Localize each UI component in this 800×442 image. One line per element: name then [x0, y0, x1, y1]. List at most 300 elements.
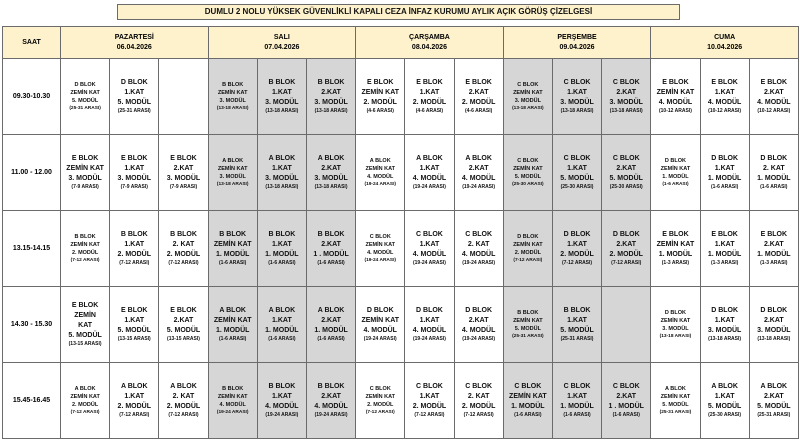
visit-line: 2. MODÜL	[117, 251, 151, 258]
visit-line: 3. MODÜL	[265, 99, 299, 106]
visit-cell	[552, 287, 601, 363]
visit-line: 4. MODÜL	[412, 175, 447, 182]
visit-cell	[61, 211, 110, 287]
visit-cell	[356, 59, 405, 135]
visit-cell	[651, 211, 700, 287]
visit-line: 2. MODÜL	[461, 403, 496, 410]
visit-range: (7-12 ARASI)	[611, 260, 642, 266]
visit-line: C BLOK	[517, 158, 539, 164]
visit-line: E BLOK	[465, 79, 492, 86]
visit-line: 1. MODÜL	[215, 327, 250, 334]
visit-line: ZEMİN KAT	[656, 89, 695, 96]
visit-line: 4. MODÜL	[461, 251, 496, 258]
visit-range: (25-31 ARASI)	[757, 412, 791, 418]
visit-range: (13-18 ARASI)	[512, 106, 544, 111]
visit-cell	[651, 363, 700, 439]
visit-line: C BLOK	[612, 155, 640, 162]
visit-line: 2. MODÜL	[71, 402, 99, 408]
visit-line: 1.KAT	[714, 317, 735, 324]
visit-line: 5. MODÜL	[560, 175, 594, 182]
visit-cell	[306, 135, 355, 211]
visit-cell	[700, 211, 749, 287]
visit-range: (4-6 ARASI)	[464, 108, 493, 114]
visit-line: D BLOK	[74, 82, 96, 88]
visit-line: 4. MODÜL	[314, 403, 348, 410]
visit-line: 2.KAT	[616, 89, 637, 96]
visit-range: (13-18 ARASI)	[757, 336, 791, 342]
visit-line: 5. MODÜL	[68, 332, 102, 339]
visit-line: 2.KAT	[468, 89, 489, 96]
visit-range: (1-6 ARASI)	[514, 412, 542, 418]
visit-cell	[602, 363, 651, 439]
visit-line: 1. MODÜL	[560, 403, 594, 410]
visit-range: (1-6 ARASI)	[317, 336, 345, 342]
visit-cell	[110, 211, 159, 287]
visit-line: 3. MODÜL	[219, 174, 246, 180]
visit-cell	[749, 363, 798, 439]
time-slot-row	[3, 287, 799, 363]
visit-range: (25-31 ARASI)	[69, 106, 101, 111]
day-header	[208, 27, 356, 59]
day-name: CUMA	[714, 33, 736, 41]
visit-line: A BLOK	[465, 155, 492, 162]
visit-line: E BLOK	[662, 231, 689, 238]
visit-line: 5. MODÜL	[609, 175, 643, 182]
visit-cell	[454, 363, 503, 439]
visit-range: (13-18 ARASI)	[609, 108, 643, 114]
visit-line: D BLOK	[760, 307, 788, 314]
visit-line: 4. MODÜL	[265, 403, 299, 410]
visit-line: E BLOK	[121, 307, 148, 314]
visit-range: (13-18 ARASI)	[216, 182, 249, 187]
visit-schedule-table	[2, 26, 799, 439]
visit-range: (13-18 ARASI)	[216, 106, 249, 111]
visit-range: (25-30 ARASI)	[512, 182, 544, 187]
day-header	[61, 27, 209, 59]
visit-range: (13-18 ARASI)	[265, 184, 299, 190]
day-name: PERŞEMBE	[557, 33, 597, 41]
visit-line: D BLOK	[711, 155, 739, 162]
visit-line: ZEMİN KAT	[365, 394, 396, 400]
visit-line: 1.KAT	[272, 393, 292, 400]
visit-line: 1.KAT	[419, 165, 440, 172]
visit-cell	[257, 363, 306, 439]
visit-line: ZEMİN KAT	[361, 317, 400, 324]
visit-range: (13-18 ARASI)	[265, 108, 299, 114]
visit-line: C BLOK	[369, 234, 391, 240]
visit-line: ZEMİN KAT	[513, 242, 543, 248]
visit-line: 1.KAT	[714, 165, 735, 172]
visit-range: (1-3 ARASI)	[760, 260, 788, 266]
visit-line: 3. MODÜL	[514, 98, 541, 104]
visit-cell	[405, 211, 454, 287]
visit-line: B BLOK	[317, 79, 345, 86]
visit-range: (13-15 ARASI)	[68, 341, 102, 347]
visit-line: 3. MODÜL	[265, 175, 299, 182]
visit-cell	[552, 135, 601, 211]
visit-line: 1.KAT	[419, 393, 440, 400]
visit-line: E BLOK	[760, 79, 788, 86]
visit-line: 1.KAT	[567, 89, 587, 96]
visit-line: E BLOK	[121, 155, 148, 162]
visit-range: (1-6 ARASI)	[219, 260, 247, 266]
visit-line: 2. KAT	[467, 241, 490, 248]
page-title: DUMLU 2 NOLU YÜKSEK GÜVENLİKLİ KAPALI CEZA İNFAZ KURUMU AYLIK AÇIK GÖRÜŞ ÇİZELGESİ	[117, 4, 680, 20]
visit-line: 2. MODÜL	[560, 251, 594, 258]
visit-cell	[61, 287, 110, 363]
visit-range: (1-6 ARASI)	[268, 260, 296, 266]
visit-line: 3. MODÜL	[166, 175, 201, 182]
visit-line: 1. MODÜL	[707, 251, 742, 258]
visit-line: 3. MODÜL	[662, 326, 689, 332]
visit-line: 1. MODÜL	[757, 175, 791, 182]
visit-cell	[405, 287, 454, 363]
visit-line: 1. MODÜL	[707, 175, 742, 182]
visit-range: (7-12 ARASI)	[70, 258, 100, 263]
visit-range: (19-24 ARASI)	[462, 260, 496, 266]
visit-cell	[454, 135, 503, 211]
visit-line: 1.KAT	[714, 89, 735, 96]
visit-range: (1-6 ARASI)	[760, 184, 788, 190]
visit-line: A BLOK	[268, 307, 296, 314]
visit-line: 5. MODÜL	[514, 174, 541, 180]
day-date: 08.04.2026	[411, 43, 447, 51]
visit-line: 3. MODÜL	[757, 327, 791, 334]
visit-line: 2. MODÜL	[461, 99, 496, 106]
visit-line: ZEMİN KAT	[660, 166, 691, 172]
visit-line: 3. MODÜL	[68, 175, 102, 182]
visit-range: (1-6 ARASI)	[710, 184, 739, 190]
visit-line: B BLOK	[268, 79, 296, 86]
visit-line: 2.KAT	[763, 89, 784, 96]
visit-line: 2.KAT	[616, 241, 637, 248]
visit-cell	[651, 135, 700, 211]
visit-cell	[61, 59, 110, 135]
visit-cell	[552, 211, 601, 287]
visit-cell	[749, 287, 798, 363]
time-slot: 15.45-16.45	[3, 363, 61, 439]
visit-line: ZEMİN KAT	[513, 166, 543, 172]
visit-line: B BLOK	[170, 231, 197, 238]
visit-line: A BLOK	[170, 383, 197, 390]
visit-range: (19-24 ARASI)	[363, 336, 397, 342]
visit-range: (7-9 ARASI)	[169, 184, 198, 190]
visit-line: 4. MODÜL	[367, 250, 394, 256]
visit-line: 1.KAT	[419, 89, 440, 96]
visit-cell	[110, 59, 159, 135]
visit-line: E BLOK	[760, 231, 788, 238]
visit-line: B BLOK	[74, 234, 96, 240]
visit-range: (7-12 ARASI)	[119, 260, 150, 266]
visit-line: D BLOK	[465, 307, 493, 314]
visit-line: 5. MODÜL	[757, 403, 791, 410]
day-name: SALI	[273, 33, 290, 41]
visit-line: B BLOK	[317, 383, 345, 390]
visit-range: (25-31 ARASI)	[560, 336, 594, 342]
visit-line: ZEMİN	[74, 312, 96, 319]
visit-line: 2. MODÜL	[514, 250, 541, 256]
visit-cell	[257, 135, 306, 211]
visit-range: (25-31 ARASI)	[512, 334, 544, 339]
visit-line: 2.KAT	[321, 241, 341, 248]
visit-range: (1-6 ARASI)	[268, 336, 296, 342]
day-header	[651, 27, 799, 59]
visit-line: 2.KAT	[321, 89, 341, 96]
visit-line: A BLOK	[664, 386, 686, 392]
visit-cell	[306, 59, 355, 135]
visit-line: C BLOK	[612, 383, 640, 390]
visit-line: A BLOK	[219, 307, 246, 314]
visit-line: 2. KAT	[172, 393, 195, 400]
visit-line: C BLOK	[563, 383, 591, 390]
visit-line: E BLOK	[71, 302, 99, 309]
visit-line: B BLOK	[222, 82, 244, 88]
time-slot-row	[3, 135, 799, 211]
visit-line: C BLOK	[465, 383, 493, 390]
visit-cell	[159, 363, 208, 439]
visit-line: 5. MODÜL	[662, 402, 689, 408]
visit-line: ZEMİN KAT	[660, 318, 691, 324]
visit-line: A BLOK	[760, 383, 788, 390]
time-slot: 11.00 - 12.00	[3, 135, 61, 211]
visit-cell	[651, 287, 700, 363]
visit-line: D BLOK	[563, 231, 591, 238]
visit-line: C BLOK	[416, 383, 443, 390]
visit-line: 1. MODÜL	[662, 174, 689, 180]
visit-line: 4. MODÜL	[461, 175, 496, 182]
visit-line: 1. MODÜL	[658, 251, 693, 258]
visit-line: 3. MODÜL	[219, 98, 246, 104]
visit-line: 5. MODÜL	[560, 327, 594, 334]
visit-line: 1 . MODÜL	[313, 251, 349, 258]
visit-range: (7-9 ARASI)	[71, 184, 99, 190]
day-date: 07.04.2026	[264, 43, 300, 51]
visit-line: ZEMİN KAT	[70, 90, 100, 96]
visit-line: B BLOK	[120, 231, 148, 238]
visit-line: 2. KAT	[172, 241, 195, 248]
visit-line: ZEMİN KAT	[513, 318, 543, 324]
visit-line: 4. MODÜL	[367, 174, 394, 180]
visit-cell	[159, 211, 208, 287]
visit-cell	[602, 287, 651, 363]
visit-line: C BLOK	[369, 386, 391, 392]
visit-line: B BLOK	[517, 310, 539, 316]
visit-line: 2.KAT	[763, 317, 784, 324]
visit-line: 3. MODÜL	[314, 175, 348, 182]
visit-range: (19-24 ARASI)	[412, 260, 446, 266]
visit-line: E BLOK	[170, 155, 197, 162]
visit-cell	[110, 287, 159, 363]
visit-line: E BLOK	[662, 79, 689, 86]
visit-line: ZEMİN KAT	[70, 242, 100, 248]
visit-cell	[700, 59, 749, 135]
visit-line: 2.KAT	[321, 393, 341, 400]
visit-line: 4. MODÜL	[412, 251, 447, 258]
visit-range: (4-6 ARASI)	[366, 108, 394, 114]
visit-line: 5. MODÜL	[117, 99, 151, 106]
visit-cell	[552, 363, 601, 439]
visit-range: (1-6 ARASI)	[612, 412, 640, 418]
visit-line: E BLOK	[170, 307, 197, 314]
visit-range: (7-12 ARASI)	[414, 412, 445, 418]
visit-line: ZEMİN KAT	[509, 393, 547, 400]
visit-line: A BLOK	[74, 386, 96, 392]
visit-line: C BLOK	[563, 155, 591, 162]
visit-range: (13-18 ARASI)	[560, 108, 594, 114]
visit-range: (13-18 ARASI)	[708, 336, 742, 342]
visit-line: E BLOK	[71, 155, 99, 162]
visit-range: (1-6 ARASI)	[662, 182, 689, 187]
visit-line: E BLOK	[711, 79, 738, 86]
visit-line: 1.KAT	[567, 393, 587, 400]
time-slot: 14.30 - 15.30	[3, 287, 61, 363]
visit-line: 3. MODÜL	[117, 175, 151, 182]
visit-range: (19-24 ARASI)	[412, 184, 446, 190]
visit-line: 5. MODÜL	[166, 327, 201, 334]
visit-line: D BLOK	[366, 307, 394, 314]
visit-range: (10-12 ARASI)	[708, 108, 742, 114]
visit-range: (1-3 ARASI)	[661, 260, 690, 266]
visit-cell	[159, 135, 208, 211]
visit-line: A BLOK	[268, 155, 296, 162]
visit-cell	[306, 287, 355, 363]
visit-line: A BLOK	[369, 158, 391, 164]
visit-cell	[651, 59, 700, 135]
visit-line: 1.KAT	[567, 317, 587, 324]
visit-line: 2.KAT	[173, 317, 194, 324]
visit-line: 2. MODÜL	[166, 251, 201, 258]
visit-line: D BLOK	[416, 307, 443, 314]
visit-line: 3. MODÜL	[707, 327, 742, 334]
visit-range: (1-6 ARASI)	[317, 260, 345, 266]
visit-cell	[306, 211, 355, 287]
visit-range: (25-31 ARASI)	[659, 410, 692, 415]
visit-line: 2.KAT	[616, 165, 637, 172]
visit-range: (13-18 ARASI)	[314, 184, 348, 190]
visit-line: 4. MODÜL	[658, 99, 693, 106]
visit-range: (25-30 ARASI)	[560, 184, 594, 190]
visit-line: 2. MODÜL	[166, 403, 201, 410]
day-header	[503, 27, 651, 59]
visit-line: 1.KAT	[272, 89, 292, 96]
visit-line: A BLOK	[416, 155, 443, 162]
visit-line: 2.KAT	[468, 317, 489, 324]
visit-line: C BLOK	[416, 231, 443, 238]
visit-cell	[110, 363, 159, 439]
visit-cell	[257, 211, 306, 287]
visit-line: ZEMİN KAT	[365, 166, 396, 172]
visit-line: 1.KAT	[272, 317, 292, 324]
visit-cell	[503, 135, 552, 211]
visit-line: 1.KAT	[124, 89, 145, 96]
visit-range: (10-12 ARASI)	[658, 108, 692, 114]
visit-line: 5. MODÜL	[514, 326, 541, 332]
visit-range: (7-12 ARASI)	[168, 260, 199, 266]
visit-range: (13-15 ARASI)	[117, 336, 151, 342]
visit-range: (1-6 ARASI)	[563, 412, 591, 418]
visit-line: 4. MODÜL	[219, 402, 246, 408]
visit-line: 1. MODÜL	[314, 327, 348, 334]
visit-line: ZEMİN KAT	[66, 165, 104, 172]
visit-line: 1. MODÜL	[757, 251, 791, 258]
visit-cell	[257, 59, 306, 135]
visit-cell	[405, 363, 454, 439]
visit-line: E BLOK	[416, 79, 443, 86]
visit-cell	[356, 211, 405, 287]
visit-line: 2. MODÜL	[367, 402, 394, 408]
visit-range: (13-18 ARASI)	[314, 108, 348, 114]
visit-cell	[749, 135, 798, 211]
visit-line: B BLOK	[317, 231, 345, 238]
visit-line: 2. MODÜL	[71, 250, 99, 256]
visit-line: 2.KAT	[468, 165, 489, 172]
visit-range: (25-31 ARASI)	[117, 108, 151, 114]
visit-line: ZEMİN KAT	[70, 394, 100, 400]
visit-line: D BLOK	[517, 234, 539, 240]
visit-range: (19-24 ARASI)	[364, 182, 397, 187]
visit-range: (19-24 ARASI)	[462, 336, 496, 342]
visit-cell	[61, 135, 110, 211]
visit-line: 2.KAT	[763, 241, 784, 248]
visit-line: 2.KAT	[616, 393, 637, 400]
visit-line: 5. MODÜL	[71, 98, 99, 104]
visit-cell	[700, 287, 749, 363]
visit-range: (19-24 ARASI)	[216, 410, 249, 415]
visit-range: (7-12 ARASI)	[119, 412, 150, 418]
visit-line: 1.KAT	[714, 393, 735, 400]
day-name: PAZARTESİ	[114, 33, 154, 41]
visit-line: C BLOK	[612, 79, 640, 86]
visit-line: A BLOK	[222, 158, 244, 164]
saat-header: SAAT	[3, 27, 61, 59]
visit-range: (7-12 ARASI)	[561, 260, 593, 266]
time-slot-row	[3, 211, 799, 287]
visit-range: (19-24 ARASI)	[265, 412, 299, 418]
visit-line: B BLOK	[563, 307, 591, 314]
visit-line: 1. MODÜL	[215, 251, 250, 258]
visit-cell	[749, 59, 798, 135]
visit-line: A BLOK	[120, 383, 148, 390]
visit-line: B BLOK	[222, 386, 244, 392]
visit-line: 1. MODÜL	[511, 403, 545, 410]
visit-range: (7-12 ARASI)	[463, 412, 494, 418]
visit-range: (7-12 ARASI)	[513, 258, 543, 263]
visit-line: 5. MODÜL	[707, 403, 742, 410]
visit-line: 1.KAT	[714, 241, 735, 248]
visit-range: (19-24 ARASI)	[462, 184, 496, 190]
visit-line: 2. MODÜL	[363, 99, 397, 106]
day-date: 06.04.2026	[116, 43, 152, 51]
visit-line: C BLOK	[517, 82, 539, 88]
visit-cell	[257, 287, 306, 363]
visit-cell	[208, 363, 257, 439]
day-name: ÇARŞAMBA	[409, 33, 450, 41]
day-date: 09.04.2026	[559, 43, 595, 51]
visit-line: 1.KAT	[272, 165, 292, 172]
visit-range: (10-12 ARASI)	[757, 108, 791, 114]
visit-line: 2. MODÜL	[117, 403, 151, 410]
visit-line: C BLOK	[563, 79, 591, 86]
visit-line: 2. MODÜL	[412, 99, 447, 106]
visit-line: B BLOK	[268, 383, 296, 390]
visit-cell	[602, 135, 651, 211]
visit-cell	[405, 59, 454, 135]
visit-line: D BLOK	[711, 307, 739, 314]
visit-cell	[208, 59, 257, 135]
visit-cell	[356, 135, 405, 211]
visit-cell	[503, 59, 552, 135]
visit-line: 2.KAT	[321, 165, 341, 172]
